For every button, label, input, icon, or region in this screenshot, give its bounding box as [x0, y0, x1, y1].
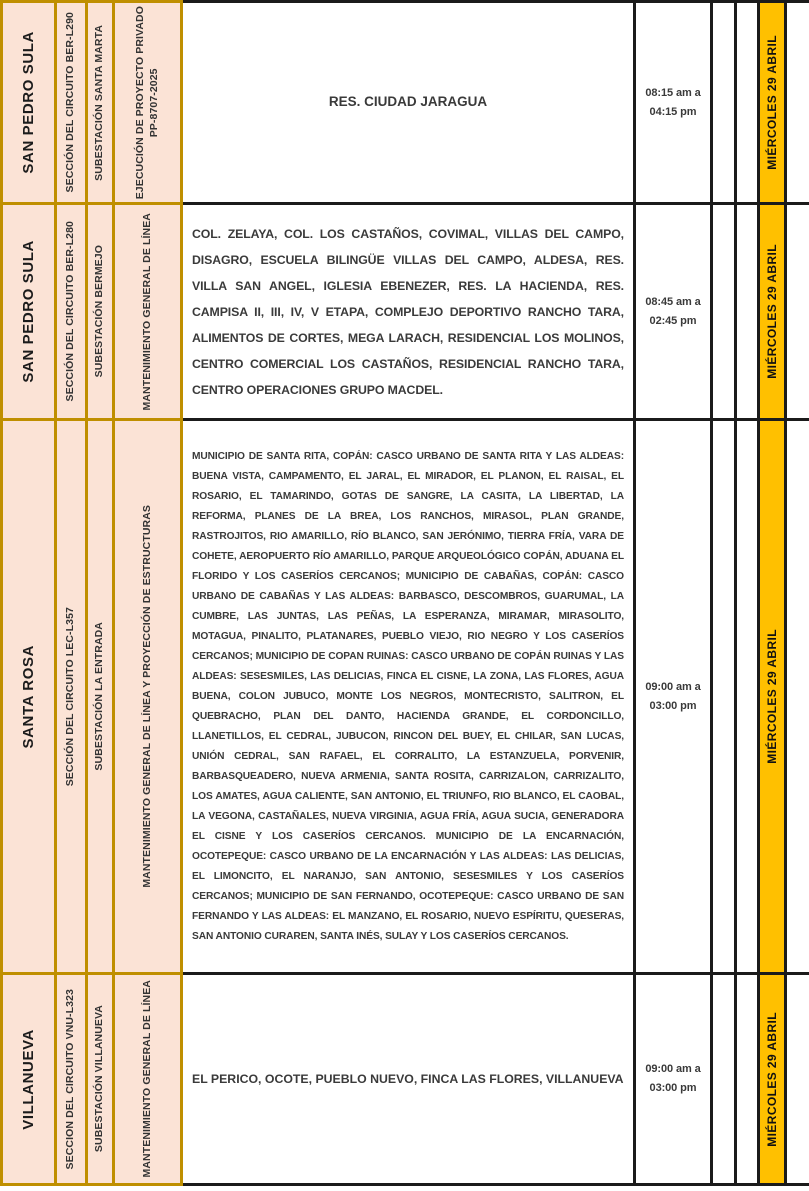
- empty-cell: [713, 421, 737, 975]
- edge-cell: [787, 975, 809, 1186]
- date-cell: [760, 205, 787, 421]
- date-label: MIÉRCOLES 29 ABRIL: [764, 35, 779, 170]
- substation-cell: [88, 205, 115, 421]
- work-type-label: MANTENIMIENTO GENERAL DE LÍNEA: [140, 212, 153, 411]
- circuit-cell: [57, 975, 88, 1186]
- empty-cell: [737, 205, 760, 421]
- edge-cell: [787, 205, 809, 421]
- substation-cell: [88, 975, 115, 1186]
- affected-areas-cell: [183, 0, 636, 205]
- date-cell: [760, 421, 787, 975]
- edge-cell: [787, 421, 809, 975]
- date-label: MIÉRCOLES 29 ABRIL: [764, 1011, 779, 1147]
- affected-areas-cell: [183, 205, 636, 421]
- circuit-label: SECCIÓN DEL CIRCUITO BER-L290: [64, 12, 77, 193]
- time-cell: [636, 0, 713, 205]
- table-row: [0, 0, 809, 205]
- work-type-cell: [115, 0, 183, 205]
- substation-cell: [88, 0, 115, 205]
- time-range: 09:00 am a 03:00 pm: [645, 680, 701, 712]
- affected-areas-text: COL. ZELAYA, COL. LOS CASTAÑOS, COVIMAL, VILLAS DEL CAMPO, DISAGRO, ESCUELA BILINGÜE VILLAS DEL CAMPO, ALDESA, RES. VILLA SAN ANGEL, IGLESIA EBENEZER, RES. LA HACIENDA, RES. CAMPISA II, III, IV, V ETAPA, COMPLEJO DEPORTIVO RANCHO TARA, ALIMENTOS DE CORTES, MEGA LARACH, RESIDENCIAL LOS MOLINOS, CENTRO COMERCIAL LOS CASTAÑOS, RESIDENCIAL RANCHO TARA, CENTRO OPERACIONES GRUPO MACDEL.: [192, 226, 624, 397]
- affected-areas-text: EL PERICO, OCOTE, PUEBLO NUEVO, FINCA LAS FLORES, VILLANUEVA: [192, 1071, 624, 1086]
- time-cell: [636, 975, 713, 1186]
- work-type-label: MANTENIMIENTO GENERAL DE LÍNEA: [140, 980, 153, 1178]
- city-cell: [0, 421, 57, 975]
- empty-cell: [737, 421, 760, 975]
- time-range: 08:45 am a 02:45 pm: [645, 295, 701, 327]
- edge-cell: [787, 0, 809, 205]
- empty-cell: [713, 975, 737, 1186]
- circuit-label: SECCION DEL CIRCUITO VNU-L323: [64, 988, 77, 1170]
- work-type-label: MANTENIMIENTO GENERAL DE LÍNEA Y PROYECCIÓN DE ESTRUCTURAS: [140, 505, 153, 888]
- date-cell: [760, 0, 787, 205]
- empty-cell: [737, 0, 760, 205]
- affected-areas-cell: [183, 421, 636, 975]
- work-type-cell: [115, 205, 183, 421]
- time-cell: [636, 421, 713, 975]
- affected-areas-text: MUNICIPIO DE SANTA RITA, COPÁN: CASCO URBANO DE SANTA RITA Y LAS ALDEAS: BUENA VISTA, CAMPAMENTO, EL JARAL, EL MIRADOR, EL PLANON, EL RAISAL, EL ROSARIO, EL TAMARINDO, GOTAS DE SANGRE, LA CASITA, LA LIBERTAD, LA REFORMA, PLANES DE LA BREA, LOS RANCHOS, MIRASOL, PLAN GRANDE, RASTROJITOS, RIO AMARILLO, RÍO BLANCO, SAN JERÓNIMO, TIERRA FRÍA, VARA DE COHETE, AEROPUERTO RÍO AMARILLO, PARQUE ARQUEOLÓGICO COPÁN, ADUANA EL FLORIDO Y LOS CASERÍOS CERCANOS; MUNICIPIO DE CABAÑAS, COPÁN: CASCO URBANO DE CABAÑAS Y LAS ALDEAS: BARBASCO, DESCOMBROS, GUARUMAL, LA CUMBRE, LAS JUNTAS, LAS PEÑAS, LA ESPERANZA, MIRAMAR, MIRASOLITO, MOTAGUA, PINALITO, PLATANARES, PUEBLO VIEJO, RIO NEGRO Y LOS CASERÍOS CERCANOS; MUNICIPIO DE COPAN RUINAS: CASCO URBANO DE COPÁN RUINAS Y LAS ALDEAS: SESESMILES, LAS DELICIAS, FINCA EL CISNE, LA ZONA, LAS FLORES, AGUA BUENA, COLON JUBUCO, MONTE LOS NEGROS, MONTECRISTO, SALITRON, EL QUEBRACHO, PLAN DEL DANTO, HACIENDA GRANDE, EL CORDONCILLO, LLANETILLOS, EL CEDRAL, JUBUCON, RINCON DEL BUEY, EL CHILAR, SAN LUCAS, UNIÓN CEDRAL, SAN RAFAEL, EL CORRALITO, LA ESTANZUELA, PORVENIR, BARBASQUEADERO, NUEVA ARMENIA, SANTA ROSITA, CARRIZALON, CARRIZALITO, LOS AMATES, AGUA CALIENTE, SAN ANTONIO, EL TRIUNFO, RIO BLANCO, EL CAOBAL, LA VEGONA, CASTAÑALES, NUEVA VIRGINIA, AGUA FRÍA, AGUA SUCIA, GENERADORA EL CISNE Y LOS CASERÍOS CERCANOS. MUNICIPIO DE LA ENCARNACIÓN, OCOTEPEQUE: CASCO URBANO DE LA ENCARNACIÓN Y LAS ALDEAS: LAS DELICIAS, EL LIMONCITO, EL NARANJO, SAN ANTONIO, SESESMILES Y LOS CASERÍOS CERCANOS; MUNICIPIO DE SAN FERNANDO, OCOTEPEQUE: CASCO URBANO DE SAN FERNANDO Y LAS ALDEAS: EL MANZANO, EL ROSARIO, NUEVO ESPÍRITU, QUESERAS, SAN ANTONIO CURAREN, SANTA INÉS, SULAY Y LOS CASERÍOS CERCANOS.: [192, 450, 624, 942]
- empty-cell: [713, 205, 737, 421]
- affected-areas-cell: [183, 975, 636, 1186]
- city-cell: [0, 205, 57, 421]
- work-type-cell: [115, 975, 183, 1186]
- table-row: [0, 975, 809, 1186]
- work-type-cell: [115, 421, 183, 975]
- substation-label: SUBESTACIÓN LA ENTRADA: [93, 622, 106, 771]
- city-cell: [0, 0, 57, 205]
- time-cell: [636, 205, 713, 421]
- time-range: 08:15 am a 04:15 pm: [645, 86, 701, 118]
- circuit-cell: [57, 0, 88, 205]
- date-cell: [760, 975, 787, 1186]
- circuit-cell: [57, 421, 88, 975]
- city-label: SAN PEDRO SULA: [19, 240, 37, 383]
- affected-areas-text: RES. CIUDAD JARAGUA: [328, 94, 488, 110]
- circuit-label: SECCIÓN DEL CIRCUITO BER-L280: [64, 221, 77, 402]
- substation-label: SUBESTACIÓN VILLANUEVA: [93, 1005, 106, 1153]
- circuit-label: SECCIÓN DEL CIRCUITO LEC-L357: [64, 606, 77, 787]
- city-label: VILLANUEVA: [19, 1028, 37, 1130]
- work-type-label: EJECUCIÓN DE PROYECTO PRIVADO PP-8707-2025: [133, 5, 160, 200]
- empty-cell: [713, 0, 737, 205]
- circuit-cell: [57, 205, 88, 421]
- date-label: MIÉRCOLES 29 ABRIL: [764, 244, 779, 379]
- time-range: 09:00 am a 03:00 pm: [645, 1063, 701, 1094]
- substation-cell: [88, 421, 115, 975]
- table-row: [0, 205, 809, 421]
- city-cell: [0, 975, 57, 1186]
- empty-cell: [737, 975, 760, 1186]
- substation-label: SUBESTACIÓN BERMEJO: [93, 245, 106, 378]
- table-row: [0, 421, 809, 975]
- city-label: SANTA ROSA: [19, 644, 37, 749]
- date-label: MIÉRCOLES 29 ABRIL: [764, 629, 779, 764]
- city-label: SAN PEDRO SULA: [19, 31, 37, 174]
- substation-label: SUBESTACIÓN SANTA MARTA: [93, 24, 106, 181]
